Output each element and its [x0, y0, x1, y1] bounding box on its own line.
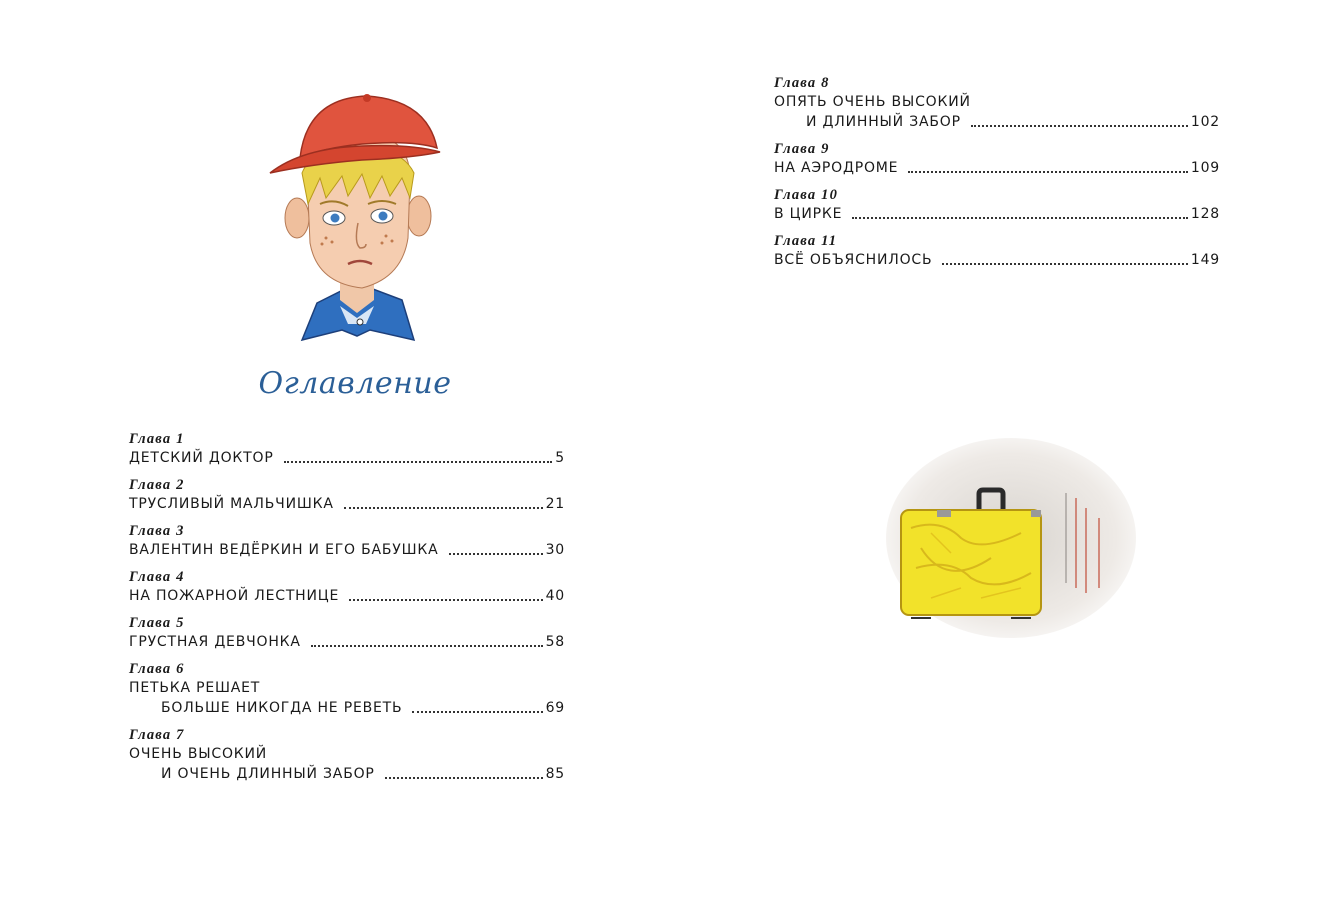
dot-leader: [284, 461, 553, 463]
dot-leader: [449, 553, 543, 555]
dot-leader: [344, 507, 543, 509]
chapter-title-line: [129, 540, 565, 560]
toc-entry[interactable]: [129, 523, 565, 560]
chapter-label: Глава 8: [774, 75, 830, 91]
chapter-label: Глава 3: [129, 523, 185, 539]
chapter-title-line: [774, 250, 1220, 270]
chapter-title: И ДЛИННЫЙ ЗАБОР: [806, 114, 961, 130]
chapter-title-line: [774, 112, 1220, 132]
page-number: 58: [545, 634, 565, 650]
toc-entry[interactable]: [129, 615, 565, 652]
chapter-title-line: [774, 158, 1220, 178]
dot-leader: [349, 599, 542, 601]
toc-entry[interactable]: [129, 431, 565, 468]
page-number: 128: [1190, 206, 1220, 222]
dot-leader: [942, 263, 1187, 265]
dot-leader: [412, 711, 542, 713]
chapter-label: Глава 11: [774, 233, 838, 249]
page-number: 30: [545, 542, 565, 558]
toc-entry[interactable]: [129, 661, 565, 718]
page-number: 149: [1190, 252, 1220, 268]
chapter-title-line: [129, 632, 565, 652]
toc-list-right: [774, 75, 1220, 279]
chapter-title: ДЕТСКИЙ ДОКТОР: [129, 450, 274, 466]
right-page: [666, 0, 1333, 918]
chapter-title-line: [129, 744, 565, 764]
toc-entry[interactable]: [774, 233, 1220, 270]
page-number: 69: [545, 700, 565, 716]
chapter-label: Глава 10: [774, 187, 839, 203]
page-number: 85: [545, 766, 565, 782]
chapter-title-line: [129, 448, 565, 468]
chapter-label: Глава 9: [774, 141, 830, 157]
dot-leader: [971, 125, 1188, 127]
chapter-title-line: [129, 678, 565, 698]
toc-list-left: [129, 431, 565, 793]
suitcase-illustration: [871, 438, 1136, 638]
chapter-label: Глава 2: [129, 477, 185, 493]
chapter-title: И ОЧЕНЬ ДЛИННЫЙ ЗАБОР: [161, 766, 375, 782]
chapter-label: Глава 7: [129, 727, 185, 743]
toc-title: Оглавление: [258, 366, 452, 401]
dot-leader: [311, 645, 543, 647]
page-number: 109: [1190, 160, 1220, 176]
chapter-title: ВСЁ ОБЪЯСНИЛОСЬ: [774, 252, 933, 268]
chapter-label: Глава 1: [129, 431, 185, 447]
chapter-label: Глава 5: [129, 615, 185, 631]
chapter-title: ТРУСЛИВЫЙ МАЛЬЧИШКА: [129, 496, 334, 512]
dot-leader: [852, 217, 1188, 219]
chapter-title: НА ПОЖАРНОЙ ЛЕСТНИЦЕ: [129, 588, 340, 604]
chapter-title-line: [129, 764, 565, 784]
dot-leader: [908, 171, 1188, 173]
chapter-title: НА АЭРОДРОМЕ: [774, 160, 899, 176]
page-number: 102: [1190, 114, 1220, 130]
chapter-label: Глава 4: [129, 569, 185, 585]
chapter-label: Глава 6: [129, 661, 185, 677]
chapter-title: ПЕТЬКА РЕШАЕТ: [129, 680, 261, 696]
toc-entry[interactable]: [129, 477, 565, 514]
chapter-title-line: [129, 494, 565, 514]
chapter-title: ОПЯТЬ ОЧЕНЬ ВЫСОКИЙ: [774, 94, 971, 110]
page-number: 40: [545, 588, 565, 604]
page-number: 5: [555, 450, 565, 466]
toc-entry[interactable]: [774, 75, 1220, 132]
chapter-title-line: [129, 698, 565, 718]
toc-entry[interactable]: [129, 727, 565, 784]
chapter-title-line: [129, 586, 565, 606]
chapter-title: ВАЛЕНТИН ВЕДЁРКИН И ЕГО БАБУШКА: [129, 542, 439, 558]
page-number: 21: [545, 496, 565, 512]
chapter-title: ГРУСТНАЯ ДЕВЧОНКА: [129, 634, 301, 650]
boy-illustration: [262, 78, 452, 353]
chapter-title: ОЧЕНЬ ВЫСОКИЙ: [129, 746, 268, 762]
dot-leader: [385, 777, 543, 779]
toc-entry[interactable]: [774, 141, 1220, 178]
chapter-title-line: [774, 92, 1220, 112]
chapter-title: В ЦИРКЕ: [774, 206, 843, 222]
toc-entry[interactable]: [774, 187, 1220, 224]
chapter-title: БОЛЬШЕ НИКОГДА НЕ РЕВЕТЬ: [161, 700, 403, 716]
left-page: [0, 0, 666, 918]
chapter-title-line: [774, 204, 1220, 224]
toc-entry[interactable]: [129, 569, 565, 606]
